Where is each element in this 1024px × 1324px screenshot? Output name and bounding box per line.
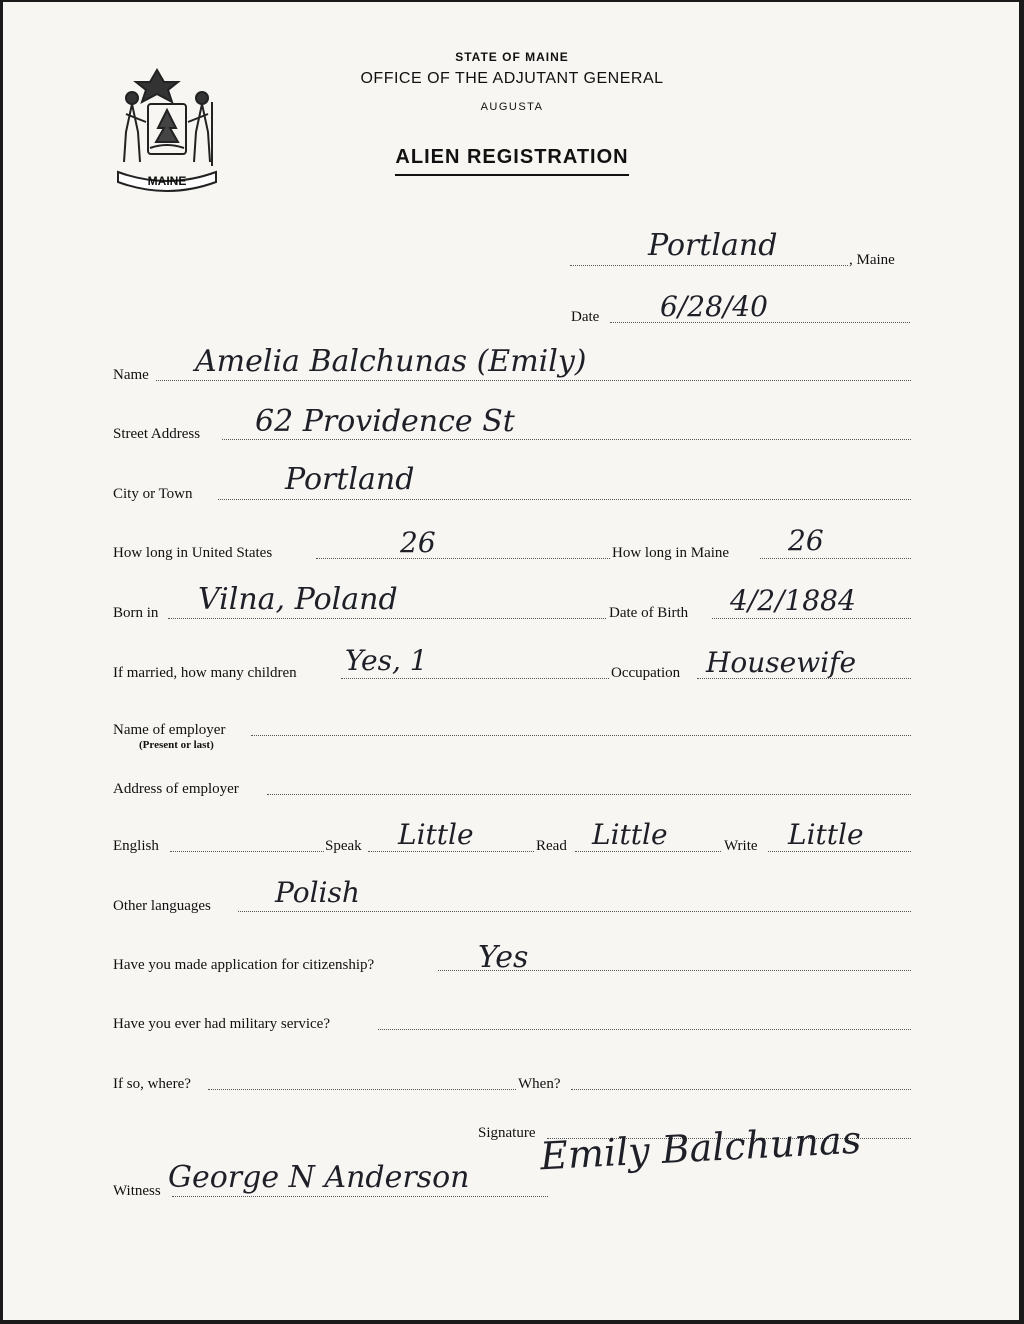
married-children-label: If married, how many children: [113, 665, 297, 681]
military-label: Have you ever had military service?: [113, 1016, 330, 1032]
when-label: When?: [518, 1076, 561, 1092]
name-label: Name: [113, 367, 149, 383]
how-long-us-value[interactable]: 26: [400, 526, 436, 559]
how-long-maine-value[interactable]: 26: [788, 524, 824, 557]
write-value[interactable]: Little: [788, 818, 864, 851]
how-long-maine-label: How long in Maine: [612, 545, 730, 561]
born-in-line: [168, 618, 606, 619]
dob-label: Date of Birth: [609, 605, 689, 621]
name-value[interactable]: Amelia Balchunas (Emily): [195, 344, 587, 379]
how-long-us-line: [316, 558, 610, 559]
other-languages-value[interactable]: Polish: [275, 876, 360, 909]
city-label: City or Town: [113, 486, 193, 502]
married-children-line: [341, 678, 609, 679]
when-line[interactable]: [571, 1089, 911, 1090]
occupation-value[interactable]: Housewife: [706, 646, 857, 679]
read-value[interactable]: Little: [592, 818, 668, 851]
how-long-us-label: How long in United States: [113, 545, 273, 561]
born-in-label: Born in: [113, 605, 159, 621]
military-line[interactable]: [378, 1029, 911, 1030]
date-label: Date: [571, 309, 600, 325]
form-title: [0, 146, 1024, 169]
write-label: Write: [724, 838, 758, 854]
city-line: [218, 499, 911, 500]
city-value[interactable]: Portland: [285, 462, 415, 497]
other-languages-line: [238, 911, 911, 912]
employer-address-label: Address of employer: [113, 781, 239, 797]
witness-label: Witness: [113, 1183, 161, 1199]
signature-value[interactable]: Emily Balchunas: [539, 1117, 863, 1179]
street-address-label: Street Address: [113, 426, 201, 442]
occupation-label: Occupation: [611, 665, 681, 681]
employer-note: (Present or last): [139, 739, 214, 751]
if-so-where-line[interactable]: [208, 1089, 516, 1090]
other-languages-label: Other languages: [113, 898, 211, 914]
witness-value[interactable]: George N Anderson: [168, 1160, 470, 1195]
dob-line: [712, 618, 911, 619]
signature-label: Signature: [478, 1125, 536, 1141]
employer-name-label: Name of employer: [113, 722, 226, 738]
speak-label: Speak: [325, 838, 362, 854]
read-line: [575, 851, 721, 852]
employer-address-line[interactable]: [267, 794, 911, 795]
if-so-where-label: If so, where?: [113, 1076, 191, 1092]
form-title-text: ALIEN REGISTRATION: [395, 146, 628, 176]
office-heading: OFFICE OF THE ADJUTANT GENERAL: [360, 70, 664, 87]
dob-value[interactable]: 4/2/1884: [730, 584, 856, 617]
city-heading: AUGUSTA: [480, 101, 544, 113]
street-address-line: [222, 439, 911, 440]
citizenship-value[interactable]: Yes: [478, 940, 529, 975]
state-heading: STATE OF MAINE: [455, 50, 569, 64]
street-address-value[interactable]: 62 Providence St: [255, 404, 515, 439]
english-line: [170, 851, 324, 852]
name-line: [156, 380, 911, 381]
speak-value[interactable]: Little: [398, 818, 474, 851]
place-value[interactable]: Portland: [648, 228, 778, 263]
write-line: [768, 851, 911, 852]
employer-name-line[interactable]: [251, 735, 911, 736]
born-in-value[interactable]: Vilna, Poland: [198, 582, 398, 617]
english-label: English: [113, 838, 159, 854]
citizenship-label: Have you made application for citizenship?: [113, 957, 375, 973]
seal-text: MAINE: [147, 174, 187, 188]
read-label: Read: [536, 838, 567, 854]
place-line: [570, 265, 848, 266]
speak-line: [368, 851, 534, 852]
witness-line: [172, 1196, 548, 1197]
how-long-maine-line: [760, 558, 911, 559]
form-sheet: [3, 2, 1019, 1320]
maine-label: , Maine: [849, 252, 895, 268]
married-children-value[interactable]: Yes, 1: [345, 644, 428, 677]
date-value[interactable]: 6/28/40: [660, 290, 768, 323]
